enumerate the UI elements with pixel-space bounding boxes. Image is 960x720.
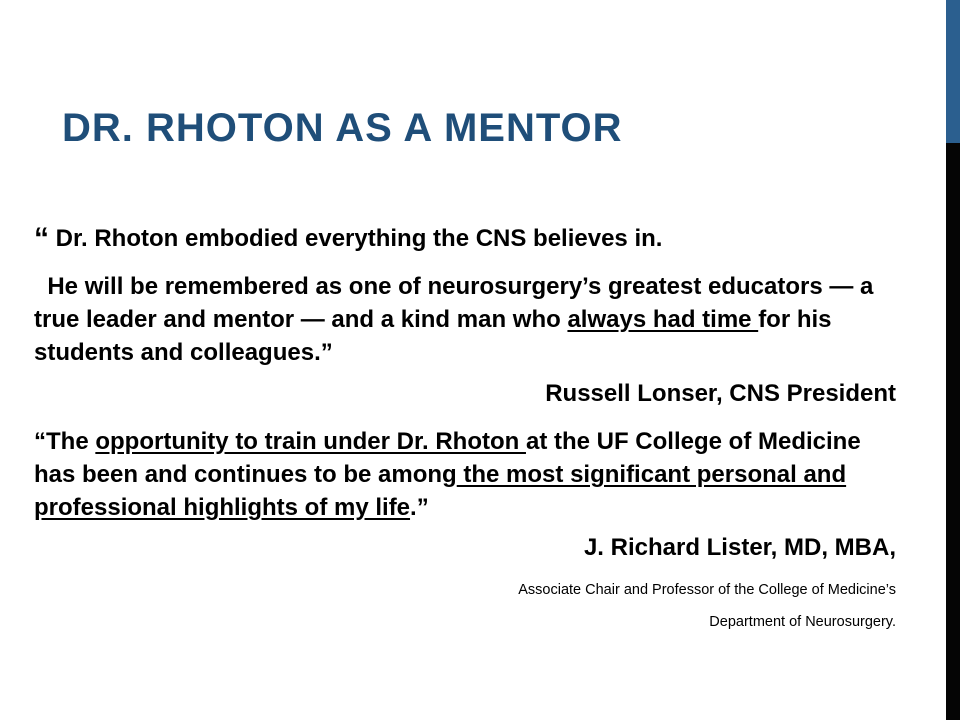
quote2-middle: at the UF College of Medicine has been and continues to be among [34,428,861,488]
quote1-p2-suffix: for his students and colleagues.” [34,306,832,366]
side-accent-bar-black [946,143,960,720]
quote1-line1 [34,222,896,255]
quote1-p2-prefix: He will be remembered as one of neurosurgery’s greatest educators — a true leader and mentor — and a kind man who [34,273,881,333]
attribution-role-line2: Department of Neurosurgery. [709,614,896,630]
quote1-open-mark: “ [34,222,49,255]
attribution-lister: J. Richard Lister, MD, MBA, [583,534,896,561]
quote2-underline-1: opportunity to train under Dr. Rhoton [95,428,526,455]
quote2-underline-2: the most significant personal and professional highlights of my life [34,461,847,521]
quote1-line1-text: Dr. Rhoton embodied everything the CNS believes in. [49,225,663,252]
slide-title: DR. RHOTON AS A MENTOR [62,106,623,150]
quote2-paragraph [34,425,896,524]
attribution-lonser: Russell Lonser, CNS President [545,380,896,407]
quote2-prefix: “The [34,428,96,455]
attribution-role-line1: Associate Chair and Professor of the College of Medicine’s [518,582,896,598]
quote1-underlined-phrase: always had time [567,306,759,333]
quote1-paragraph2 [34,270,896,369]
quote2-suffix: .” [410,494,429,521]
side-accent-bar-blue [946,0,960,143]
